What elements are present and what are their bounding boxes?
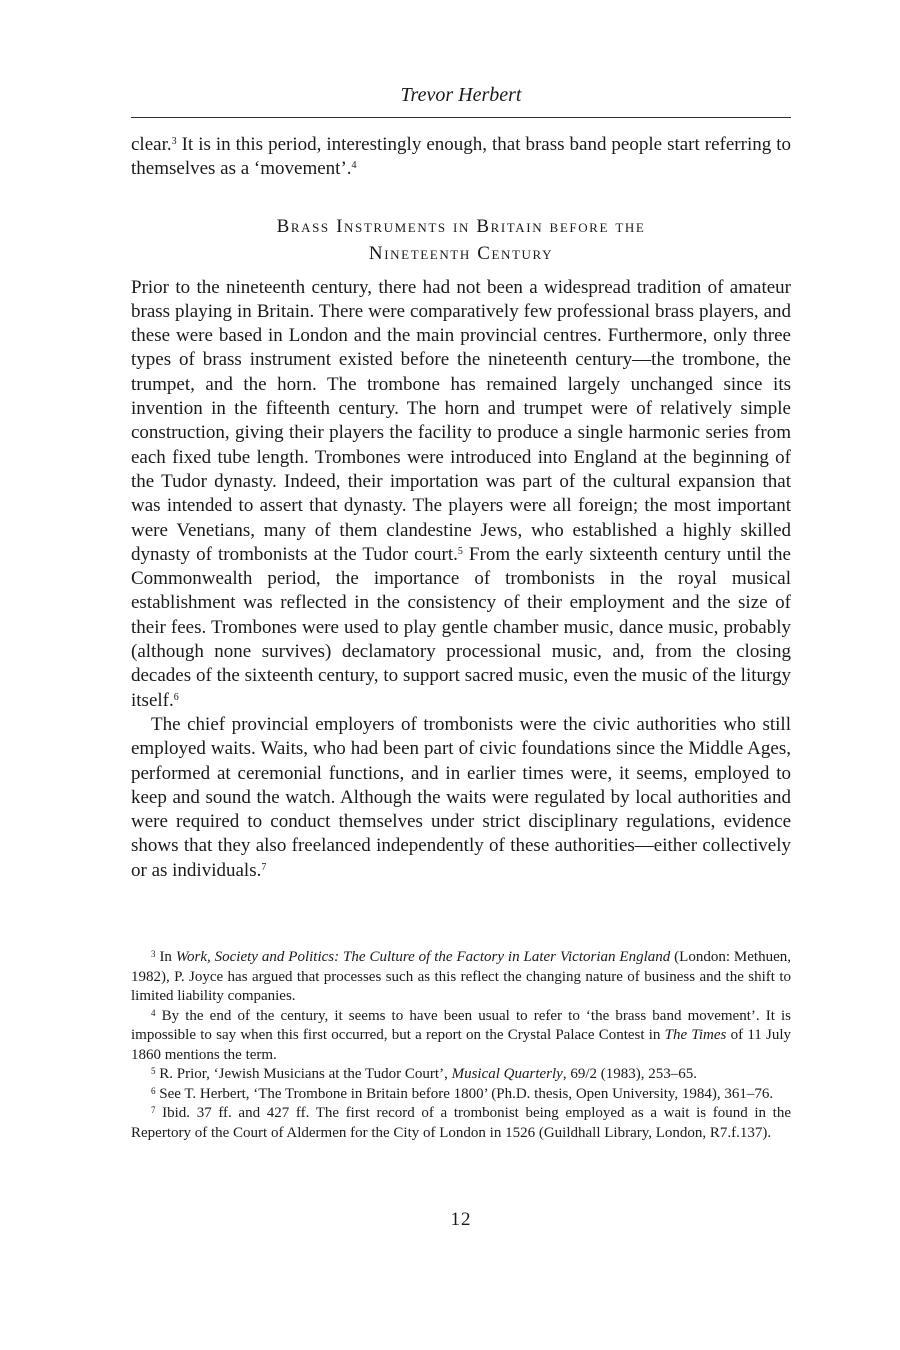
footnote-ref-7: 7	[261, 861, 267, 873]
footnote-ref-4: 4	[351, 160, 357, 172]
footnote-ref-6: 6	[173, 691, 179, 703]
paragraph-1-text-2: From the early sixteenth century until the Commonwealth period, the importance of trombonists in the royal musical establishment was reflected in the consistency of their employment and the size of their fees. Trombones were used to play gentle chamber music, dance music, probably (although none survives) declamatory processional music, and, from the closing decades of the sixteenth century, to support sacred music, even the music of the liturgy itself.	[131, 543, 791, 711]
footnote-text: Ibid. 37 ff. and 427 ff. The first record of a trombonist being employed as a wait is found in the Repertory of the Court of Aldermen for the City of London in 1526 (Guildhall Library, London, R7.f.137).	[131, 1105, 791, 1141]
footnote-3	[131, 948, 791, 1007]
opening-text-2: It is in this period, interestingly enough, that brass band people start referring to themselves as a ‘movement’.	[131, 134, 791, 180]
footnote-ref-3: 3	[171, 136, 177, 147]
footnote-5	[131, 1065, 791, 1085]
section-heading	[131, 213, 791, 267]
opening-text-1: clear.	[131, 134, 172, 155]
footnote-text: , 69/2 (1983), 253–65.	[562, 1066, 697, 1082]
main-text	[131, 133, 791, 883]
footnote-text: By the end of the century, it seems to have been usual to refer to ‘the brass band movement’. It is impossible to say when this first occurred, but a report on the Crystal Palace Contest in	[131, 1007, 792, 1043]
footnote-number: 3	[151, 949, 156, 959]
paragraph-2-text: The chief provincial employers of trombonists were the civic authorities who still employed waits. Waits, who had been part of civic foundations since the Middle Ages, performed at ceremonial functions, and in earlier times were, it seems, employed to keep and sound the watch. Although the waits were regulated by local authorities and were required to conduct themselves under strict disciplinary regulations, evidence shows that they also freelanced independently of these authorities—either collectively or as individuals.	[131, 713, 791, 881]
footnote-text: (London: Methuen, 1982), P. Joyce has argued that processes such as this reflect the changing nature of business and the shift to limited liability companies.	[131, 949, 791, 1004]
header-rule	[131, 117, 791, 118]
paragraph-2	[131, 713, 791, 883]
footnote-title: The Times	[664, 1027, 727, 1043]
footnote-6	[131, 1085, 791, 1105]
footnote-number: 4	[151, 1007, 156, 1018]
footnote-text: R. Prior, ‘Jewish Musicians at the Tudor Court’,	[159, 1066, 452, 1082]
footnote-number: 7	[151, 1105, 156, 1115]
page-number: 12	[450, 1209, 472, 1230]
footnote-title: Work, Society and Politics: The Culture of the Factory in Later Victorian England	[175, 949, 671, 965]
paragraph-1-text-1: Prior to the nineteenth century, there had not been a widespread tradition of amateur brass playing in Britain. There were comparatively few professional brass players, and these were based in London and the main provincial centres. Furthermore, only three types of brass instrument existed before the nineteenth century—the trombone, the trumpet, and the horn. The trombone has remained largely unchanged since its invention in the fifteenth century. The horn and trumpet were of relatively simple construction, giving their players the facility to produce a single harmonic series from each fixed tube length. Trombones were introduced into England at the beginning of the Tudor dynasty. Indeed, their importation was part of the cultural expansion that was intended to assert that dynasty. The players were all foreign; the most important were Venetians, many of them clandestine Jews, who established a highly skilled dynasty of trombonists at the Tudor court.	[131, 276, 791, 565]
footnote-text: See T. Herbert, ‘The Trombone in Britain before 1800’ (Ph.D. thesis, Open University, 1984), 361–76.	[159, 1085, 774, 1102]
footnote-ref-5: 5	[457, 545, 463, 557]
section-heading-line-1: Brass Instruments in Britain before the	[276, 215, 646, 237]
footnote-text: of 11 July 1860 mentions the term.	[131, 1027, 791, 1063]
paragraph-1	[131, 276, 791, 713]
opening-paragraph	[131, 133, 791, 182]
footnote-7	[131, 1104, 791, 1143]
footnote-4	[131, 1007, 791, 1066]
footnote-number: 6	[151, 1085, 156, 1096]
footnote-title: Musical Quarterly	[451, 1066, 563, 1082]
footnote-number: 5	[151, 1066, 156, 1076]
footnotes	[131, 948, 791, 1143]
running-head: Trevor Herbert	[400, 84, 522, 106]
section-heading-line-2: Nineteenth Century	[368, 242, 554, 264]
footnote-text: In	[159, 949, 176, 965]
